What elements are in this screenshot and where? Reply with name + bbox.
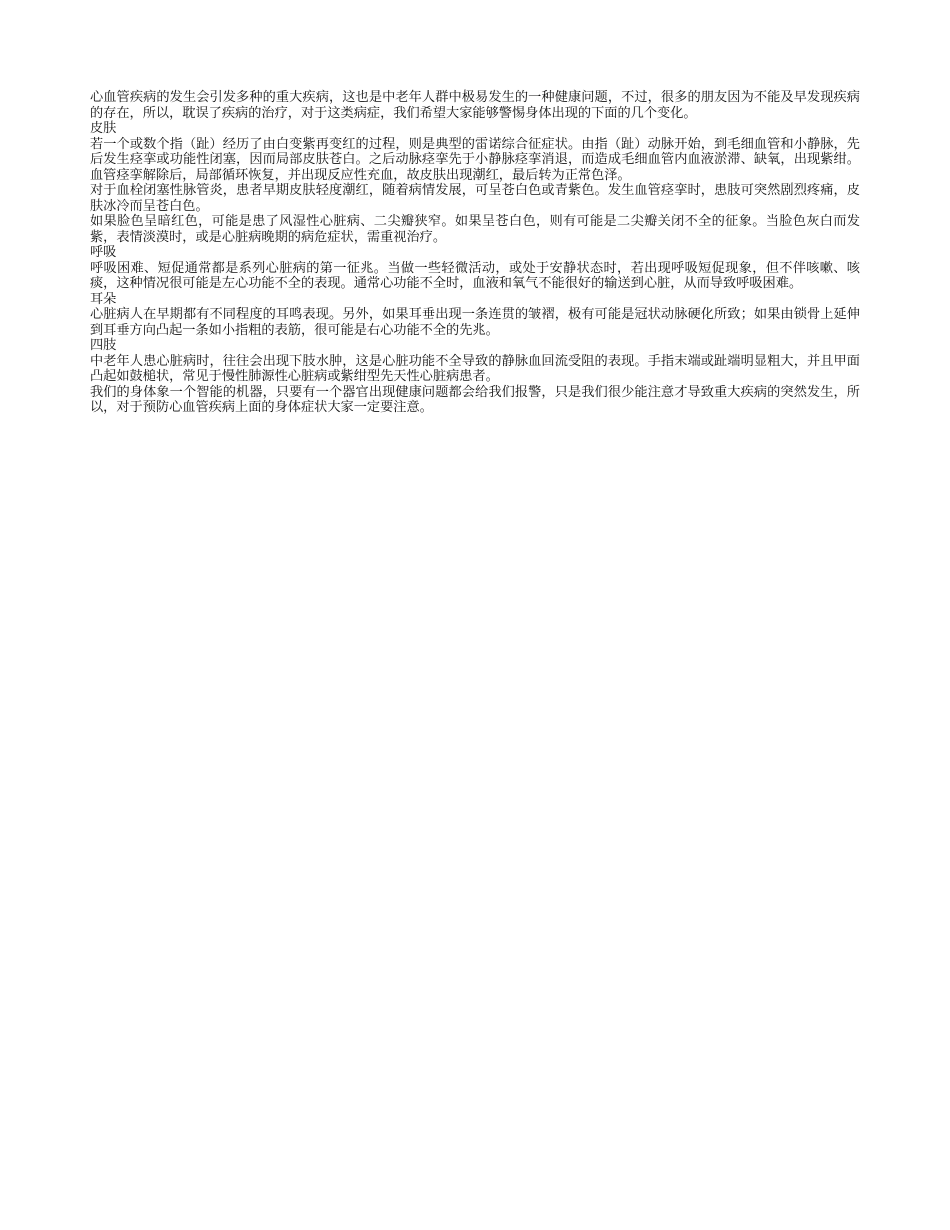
skin-paragraph-3: 如果脸色呈暗红色，可能是患了风湿性心脏病、二尖瓣狭窄。如果呈苍白色，则有可能是二尖瓣关闭不全的征象。当脸色灰白而发紫，表情淡漠时，或是心脏病晚期的病危症状，需重视治疗。	[90, 214, 860, 245]
document-body	[90, 90, 860, 416]
skin-paragraph-2: 对于血栓闭塞性脉管炎，患者早期皮肤轻度潮红，随着病情发展，可呈苍白色或青紫色。发生血管痉挛时，患肢可突然剧烈疼痛，皮肤冰冷而呈苍白色。	[90, 183, 860, 214]
section-heading-ears: 耳朵	[90, 291, 117, 307]
section-heading-skin: 皮肤	[90, 121, 117, 136]
breathing-paragraph-1: 呼吸困难、短促通常都是系列心脏病的第一征兆。当做一些轻微活动，或处于安静状态时，若出现呼吸短促现象，但不伴咳嗽、咳痰，这种情况很可能是左心功能不全的表现。通常心功能不全时，血液和氧气不能很好的输送到心脏，从而导致呼吸困难。	[90, 260, 860, 291]
limbs-paragraph-1: 中老年人患心脏病时，往往会出现下肢水肿，这是心脏功能不全导致的静脉血回流受阻的表现。手指末端或趾端明显粗大，并且甲面凸起如鼓槌状，常见于慢性肺源性心脏病或紫绀型先天性心脏病患者。	[90, 353, 860, 384]
section-heading-breathing: 呼吸	[90, 245, 117, 260]
ears-paragraph-1: 心脏病人在早期都有不同程度的耳鸣表现。另外，如果耳垂出现一条连贯的皱褶，极有可能是冠状动脉硬化所致；如果由锁骨上延伸到耳垂方向凸起一条如小指粗的表筋，很可能是右心功能不全的先兆。	[90, 307, 860, 338]
conclusion-paragraph: 我们的身体象一个智能的机器，只要有一个器官出现健康问题都会给我们报警，只是我们很少能注意才导致重大疾病的突然发生，所以，对于预防心血管疾病上面的身体症状大家一定要注意。	[90, 384, 860, 415]
section-heading-limbs: 四肢	[90, 338, 117, 353]
skin-paragraph-1: 若一个或数个指（趾）经历了由白变紫再变红的过程，则是典型的雷诺综合征症状。由指（趾）动脉开始，到毛细血管和小静脉，先后发生痉挛或功能性闭塞，因而局部皮肤苍白。之后动脉痉挛先于小静脉痉挛消退，而造成毛细血管内血液淤滞、缺氧，出现紫绀。血管痉挛解除后，局部循环恢复，并出现反应性充血，故皮肤出现潮红，最后转为正常色泽。	[90, 136, 860, 183]
intro-paragraph: 心血管疾病的发生会引发多种的重大疾病，这也是中老年人群中极易发生的一种健康问题，不过，很多的朋友因为不能及早发现疾病的存在，所以，耽误了疾病的治疗，对于这类病症，我们希望大家能够警惕身体出现的下面的几个变化。	[90, 90, 860, 121]
